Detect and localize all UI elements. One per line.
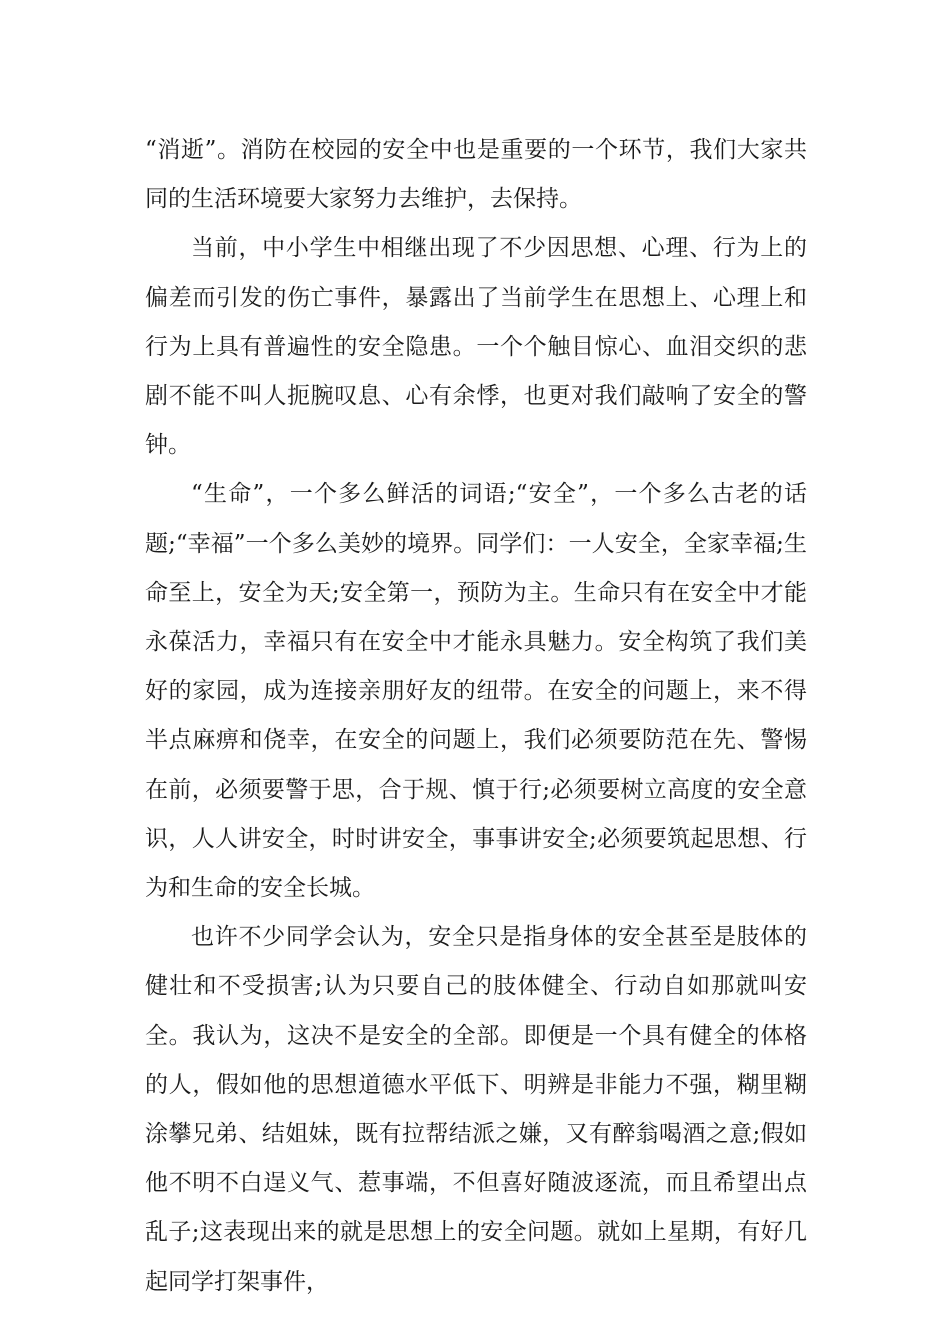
document-body — [145, 126, 807, 1307]
paragraph-3: “生命”，一个多么鲜活的词语;“安全”，一个多么古老的话题;“幸福”一个多么美妙的境界。同学们：一人安全，全家幸福;生命至上，安全为天;安全第一，预防为主。生命只有在安全中才能永葆活力，幸福只有在安全中才能永具魅力。安全构筑了我们美好的家园，成为连接亲朋好友的纽带。在安全的问题上，来不得半点麻痹和侥幸，在安全的问题上，我们必须要防范在先、警惕在前，必须要警于思，合于规、慎于行;必须要树立高度的安全意识，人人讲安全，时时讲安全，事事讲安全;必须要筑起思想、行为和生命的安全长城。 — [145, 481, 807, 902]
paragraph-1: “消逝”。消防在校园的安全中也是重要的一个环节，我们大家共同的生活环境要大家努力去维护，去保持。 — [145, 137, 807, 213]
paragraph-2: 当前，中小学生中相继出现了不少因思想、心理、行为上的偏差而引发的伤亡事件，暴露出了当前学生在思想上、心理上和行为上具有普遍性的安全隐患。一个个触目惊心、血泪交织的悲剧不能不叫人扼腕叹息、心有余悸，也更对我们敲响了安全的警钟。 — [145, 235, 807, 459]
paragraph-4: 也许不少同学会认为，安全只是指身体的安全甚至是肢体的健壮和不受损害;认为只要自己的肢体健全、行动自如那就叫安全。我认为，这决不是安全的全部。即便是一个具有健全的体格的人，假如他的思想道德水平低下、明辨是非能力不强，糊里糊涂攀兄弟、结姐妹，既有拉帮结派之嫌，又有醉翁喝酒之意;假如他不明不白逞义气、惹事端，不但喜好随波逐流，而且希望出点乱子;这表现出来的就是思想上的安全问题。就如上星期，有好几起同学打架事件， — [145, 924, 807, 1295]
